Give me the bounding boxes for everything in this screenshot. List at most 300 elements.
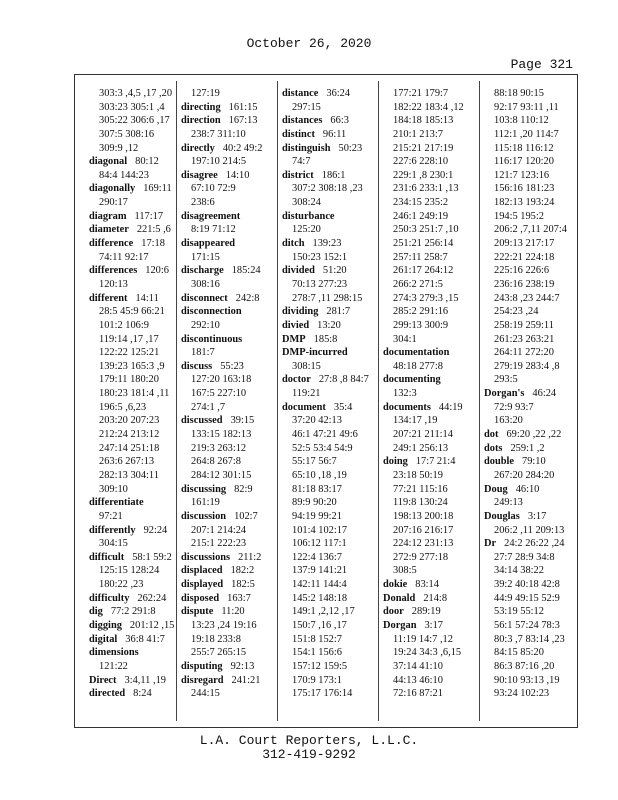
index-page-refs-continued: 86:3 87:16 ,20	[494, 660, 555, 672]
index-page-refs-continued: 120:13	[99, 278, 128, 290]
index-term-entry	[87, 524, 187, 538]
index-page-refs-continued: 163:20	[494, 415, 523, 427]
index-term: district	[282, 169, 314, 181]
index-page-refs: 17:7 21:4	[415, 456, 456, 468]
index-term: door	[383, 606, 404, 618]
index-page-refs-continued: 278:7 ,11 298:15	[292, 292, 363, 304]
index-page-refs-continued: 81:18 83:17	[292, 483, 342, 495]
index-page-refs: 281:7	[326, 306, 351, 318]
index-term: differently	[89, 524, 136, 536]
index-page-refs-continued: 207:16 216:17	[393, 524, 454, 536]
index-page-refs-continued: 171:15	[191, 251, 220, 263]
index-term: distance	[282, 88, 319, 99]
index-page-refs-continued: 266:2 271:5	[393, 278, 443, 290]
index-term-entry	[381, 605, 481, 619]
index-page-refs-continued: 308:5	[393, 565, 417, 577]
index-page-refs-continued: 307:5 308:16	[99, 128, 155, 140]
index-page-refs-continued: 215:1 222:23	[191, 538, 247, 550]
index-term-entry	[482, 428, 582, 442]
index-term-entry	[87, 605, 187, 619]
index-term-entry	[179, 333, 279, 347]
index-page-refs: 96:11	[322, 128, 347, 140]
index-page-refs-continued: 97:21	[99, 510, 123, 522]
index-term: disconnection	[181, 306, 242, 318]
index-term: ditch	[282, 238, 305, 250]
index-page-refs: 185:24	[231, 265, 261, 277]
index-term: disconnect	[181, 292, 228, 304]
index-page-refs-continued: 231:6 233:1 ,13	[393, 183, 459, 195]
index-page-refs-continued: 258:19 259:11	[494, 319, 554, 331]
index-page-refs-continued: 303:3 ,4,5 ,17 ,20	[99, 88, 173, 99]
footer-phone: 312-419-9292	[262, 747, 356, 762]
index-page-refs: 79:10	[522, 456, 546, 468]
index-term-entry	[280, 142, 380, 156]
index-page-refs: 27:8 ,8 84:7	[318, 374, 369, 386]
index-page-refs-continued: 125:15 128:24	[99, 565, 160, 577]
index-term-entry	[280, 305, 380, 319]
index-page-refs-continued: 134:17 ,19	[393, 415, 438, 427]
index-page-refs-continued: 267:20 284:20	[494, 469, 555, 481]
index-page-refs-continued: 238:6	[191, 197, 215, 209]
index-page-refs: 182:2	[230, 565, 255, 577]
index-term-entry	[280, 169, 380, 183]
index-page-refs-continued: 299:13 300:9	[393, 319, 449, 331]
index-term-entry	[482, 483, 582, 497]
index-page-refs-continued: 182:13 193:24	[494, 197, 555, 209]
index-page-refs: 102:7	[234, 510, 258, 522]
index-page-refs-continued: 257:11 258:7	[393, 251, 448, 263]
index-page-refs-continued: 115:18 116:12	[494, 142, 554, 154]
index-term: discussion	[181, 510, 227, 522]
index-page-refs: 24:2 26:22 ,24	[504, 538, 565, 550]
index-term: disagree	[181, 169, 218, 181]
index-term: Donald	[383, 592, 416, 604]
index-page-refs-continued: 290:17	[99, 197, 128, 209]
index-page-refs-continued: 119:21	[292, 388, 321, 400]
index-page-refs-continued: 74:11 92:17	[99, 251, 149, 263]
index-page-refs: 83:14	[415, 579, 439, 591]
index-page-refs: 186:1	[321, 169, 346, 181]
index-page-refs-continued: 116:17 120:20	[494, 156, 554, 168]
index-term-entry	[87, 619, 187, 633]
index-page-refs-continued: 198:13 200:18	[393, 510, 454, 522]
index-page-refs-continued: 203:20 207:23	[99, 415, 160, 427]
index-term-entry	[482, 455, 582, 469]
index-term: discharge	[181, 265, 224, 277]
page-number: Page 321	[510, 57, 573, 72]
index-page-refs-continued: 94:19 99:21	[292, 510, 342, 522]
index-term: diagram	[89, 210, 127, 222]
index-page-refs-continued: 180:22 ,23	[99, 579, 144, 591]
index-term-entry	[179, 578, 279, 592]
index-page-refs-continued: 206:2 ,7,11 207:4	[494, 224, 567, 236]
index-page-refs-continued: 11:19 14:7 ,12	[393, 633, 453, 645]
index-page-refs-continued: 229:1 ,8 230:1	[393, 169, 454, 181]
index-page-refs-continued: 127:20 163:18	[191, 374, 252, 386]
index-term: diagonally	[89, 183, 136, 195]
index-page-refs: 221:5 ,6	[136, 224, 171, 236]
index-page-refs-continued: 308:16	[191, 278, 220, 290]
index-term: disregard	[181, 674, 224, 686]
index-term-entry	[381, 592, 481, 606]
index-term-entry	[280, 346, 380, 360]
index-page-refs: 69:20 ,22 ,22	[506, 429, 562, 441]
index-term: doctor	[282, 374, 311, 386]
index-page-refs-continued: 27:7 28:9 34:8	[494, 551, 555, 563]
index-page-refs-continued: 179:11 180:20	[99, 374, 159, 386]
index-term-entry	[87, 646, 187, 660]
index-term-entry	[381, 619, 481, 633]
index-page-refs-continued: 243:8 ,23 244:7	[494, 292, 560, 304]
index-term: dot	[484, 429, 499, 441]
index-term: disturbance	[282, 210, 335, 222]
index-page-refs-continued: 215:21 217:19	[393, 142, 454, 154]
index-page-refs-continued: 182:22 183:4 ,12	[393, 101, 464, 113]
index-page-refs-continued: 177:21 179:7	[393, 88, 449, 99]
index-page-refs-continued: 282:13 304:11	[99, 469, 159, 481]
index-page-refs-continued: 170:9 173:1	[292, 674, 342, 686]
index-page-refs: 167:13	[228, 115, 258, 127]
index-page-refs-continued: 121:22	[99, 660, 128, 672]
index-page-refs-continued: 212:24 213:12	[99, 429, 160, 441]
header-date: October 26, 2020	[246, 36, 372, 51]
index-page-refs-continued: 52:5 53:4 54:9	[292, 442, 353, 454]
index-term-entry	[179, 292, 279, 306]
index-page-refs-continued: 90:10 93:13 ,19	[494, 674, 560, 686]
index-page-refs-continued: 125:20	[292, 224, 321, 236]
index-page-refs: 82:9	[234, 483, 253, 495]
index-term-entry	[381, 346, 481, 360]
index-page-refs-continued: 263:6 267:13	[99, 456, 155, 468]
index-page-refs-continued: 106:12 117:1	[292, 538, 347, 550]
index-page-refs: 50:23	[338, 142, 363, 154]
index-term-entry	[179, 264, 279, 278]
index-term: dividing	[282, 306, 319, 318]
index-page-refs-continued: 184:18 185:13	[393, 115, 454, 127]
index-term: disappeared	[181, 238, 236, 250]
index-term: dots	[484, 442, 503, 454]
index-column-5	[482, 87, 582, 701]
index-page-refs-continued: 132:3	[393, 388, 417, 400]
index-page-refs-continued: 297:15	[292, 101, 321, 113]
index-page-refs-continued: 225:16 226:6	[494, 265, 550, 277]
index-page-refs-continued: 292:10	[191, 319, 220, 331]
index-page-refs-continued: 261:17 264:12	[393, 265, 454, 277]
index-term: double	[484, 456, 515, 468]
index-page-refs-continued: 46:1 47:21 49:6	[292, 429, 358, 441]
index-page-refs-continued: 304:1	[393, 333, 417, 345]
index-page-refs: 289:19	[411, 606, 441, 618]
index-term-entry	[179, 210, 279, 224]
index-page-refs-continued: 224:12 231:13	[393, 538, 454, 550]
index-page-refs-continued: 101:2 106:9	[99, 319, 149, 331]
index-page-refs-continued: 227:6 228:10	[393, 156, 449, 168]
index-page-refs: 14:11	[135, 292, 159, 304]
index-page-refs: 241:21	[231, 674, 261, 686]
index-term: digital	[89, 633, 118, 645]
index-page-refs-continued: 238:7 311:10	[191, 128, 246, 140]
index-page-refs-continued: 72:16 87:21	[393, 688, 443, 700]
index-term-entry	[381, 373, 481, 387]
index-term: directing	[181, 101, 221, 113]
index-term: diagonal	[89, 156, 128, 168]
index-page-refs-continued: 254:23 ,24	[494, 306, 539, 318]
index-page-refs-continued: 150:7 ,16 ,17	[292, 619, 347, 631]
index-page-refs-continued: 19:24 34:3 ,6,15	[393, 647, 462, 659]
index-term: difficulty	[89, 592, 130, 604]
index-term-entry	[87, 210, 187, 224]
index-page-refs-continued: 121:7 123:16	[494, 169, 550, 181]
index-term: Doug	[484, 483, 508, 495]
index-term-entry	[179, 142, 279, 156]
index-page-refs: 14:10	[225, 169, 250, 181]
index-term: doing	[383, 456, 408, 468]
index-page-refs-continued: 249:13	[494, 497, 523, 509]
column-divider	[176, 81, 177, 721]
index-page-refs-continued: 84:4 144:23	[99, 169, 149, 181]
index-page-refs: 214:8	[423, 592, 448, 604]
index-page-refs: 77:2 291:8	[110, 606, 156, 618]
index-term-entry	[179, 101, 279, 115]
index-term: distinguish	[282, 142, 331, 154]
column-divider	[479, 81, 480, 721]
index-term: documentation	[383, 347, 450, 359]
index-page-refs: 201:12 ,15	[129, 619, 175, 631]
index-page-refs: 139:23	[312, 238, 342, 250]
index-page-refs-continued: 92:17 93:11 ,11	[494, 101, 559, 113]
index-page-refs-continued: 157:12 159:5	[292, 660, 348, 672]
column-divider	[378, 81, 379, 721]
index-page-refs-continued: 67:10 72:9	[191, 183, 236, 195]
index-term: discontinuous	[181, 333, 243, 345]
index-page-refs: 80:12	[135, 156, 159, 168]
index-page-refs-continued: 261:23 263:21	[494, 333, 555, 345]
index-page-refs-continued: 308:24	[292, 197, 321, 209]
index-page-refs-continued: 139:23 165:3 ,9	[99, 360, 165, 372]
index-page-refs: 92:13	[230, 660, 255, 672]
index-term: documents	[383, 401, 431, 413]
index-term-entry	[87, 674, 187, 688]
index-page-refs-continued: 19:18 233:8	[191, 633, 241, 645]
index-term-entry	[280, 237, 380, 251]
index-term: discussing	[181, 483, 227, 495]
index-page-refs: 46:10	[515, 483, 540, 495]
index-term-entry	[179, 414, 279, 428]
index-term: Direct	[89, 674, 117, 686]
index-page-refs: 182:5	[231, 579, 255, 591]
index-page-refs: 211:2	[238, 551, 262, 563]
index-page-refs-continued: 247:14 251:18	[99, 442, 160, 454]
index-page-refs: 185:8	[313, 333, 338, 345]
index-page-refs: 242:8	[235, 292, 260, 304]
index-page-refs-continued: 234:15 235:2	[393, 197, 449, 209]
index-term: differentiate	[89, 497, 144, 509]
index-term: Douglas	[484, 510, 520, 522]
index-page-refs-continued: 122:22 125:21	[99, 347, 160, 359]
index-page-refs-continued: 74:7	[292, 156, 311, 168]
index-page-refs: 3:17	[527, 510, 547, 522]
index-page-refs: 13:20	[317, 319, 341, 331]
index-page-refs-continued: 103:8 110:12	[494, 115, 549, 127]
index-page-refs-continued: 72:9 93:7	[494, 401, 534, 413]
index-term-entry	[87, 292, 187, 306]
index-term: direction	[181, 115, 221, 127]
index-page-refs-continued: 206:2 ,11 209:13	[494, 524, 565, 536]
index-term: directed	[89, 688, 126, 700]
column-divider	[277, 81, 278, 721]
index-term-entry	[87, 264, 187, 278]
index-page-refs-continued: 197:10 214:5	[191, 156, 247, 168]
index-term-entry	[179, 483, 279, 497]
index-term: dispute	[181, 606, 214, 618]
index-term: divided	[282, 265, 315, 277]
index-term-entry	[87, 182, 187, 196]
index-page-refs-continued: 274:3 279:3 ,15	[393, 292, 459, 304]
index-column-4	[381, 87, 481, 701]
index-term-entry	[87, 155, 187, 169]
index-term: disagreement	[181, 210, 241, 222]
index-term-entry	[179, 592, 279, 606]
index-term-entry	[280, 373, 380, 387]
index-term-entry	[482, 387, 582, 401]
index-page-refs-continued: 219:3 263:12	[191, 442, 247, 454]
index-page-refs-continued: 150:23 152:1	[292, 251, 348, 263]
index-term-entry	[179, 360, 279, 374]
index-page-refs-continued: 250:3 251:7 ,10	[393, 224, 459, 236]
index-term: difference	[89, 238, 134, 250]
index-page-refs: 36:8 41:7	[125, 633, 165, 645]
index-page-refs-continued: 8:19 71:12	[191, 224, 236, 236]
index-page-refs-continued: 272:9 277:18	[393, 551, 449, 563]
index-term: difficult	[89, 551, 125, 563]
index-term: diameter	[89, 224, 129, 236]
index-term-entry	[280, 333, 380, 347]
index-page-refs-continued: 149:1 ,2,12 ,17	[292, 606, 355, 618]
index-term: digging	[89, 619, 122, 631]
index-term: dig	[89, 606, 103, 618]
index-term: disposed	[181, 592, 220, 604]
index-page-refs-continued: 255:7 265:15	[191, 647, 247, 659]
index-page-refs-continued: 194:5 195:2	[494, 210, 544, 222]
index-page-refs: 8:24	[133, 688, 152, 700]
index-term: displayed	[181, 579, 224, 591]
index-term: discuss	[181, 360, 213, 372]
index-page-refs-continued: 156:16 181:23	[494, 183, 555, 195]
index-page-refs-continued: 151:8 152:7	[292, 633, 342, 645]
index-term: disputing	[181, 660, 223, 672]
index-term-entry	[87, 592, 187, 606]
index-term-entry	[179, 114, 279, 128]
index-term: document	[282, 401, 326, 413]
index-term-entry	[87, 237, 187, 251]
index-page-refs-continued: 180:23 181:4 ,11	[99, 388, 170, 400]
index-page-refs: 44:19	[438, 401, 463, 413]
index-page-refs-continued: 84:15 85:20	[494, 647, 544, 659]
index-page-refs: 40:2 49:2	[222, 142, 263, 154]
index-page-refs: 161:15	[228, 101, 258, 113]
index-term-entry	[381, 401, 481, 415]
index-page-refs: 17:18	[141, 238, 165, 250]
index-page-refs-continued: 122:4 136:7	[292, 551, 342, 563]
index-page-refs: 46:24	[532, 388, 557, 400]
index-page-refs-continued: 236:16 238:19	[494, 278, 555, 290]
index-page-refs-continued: 308:15	[292, 360, 321, 372]
index-page-refs-continued: 89:9 90:20	[292, 497, 337, 509]
index-page-refs: 259:1 ,2	[510, 442, 545, 454]
index-term: Dr	[484, 538, 497, 550]
index-term: DMP-incurred	[282, 347, 348, 359]
index-term: dokie	[383, 579, 408, 591]
index-term-entry	[87, 496, 187, 510]
index-page-refs-continued: 39:2 40:18 42:8	[494, 579, 560, 591]
index-term-entry	[87, 551, 187, 565]
index-column-2	[179, 87, 279, 701]
index-page-refs-continued: 48:18 277:8	[393, 360, 443, 372]
index-page-refs: 120:6	[145, 265, 169, 277]
index-page-refs: 51:20	[322, 265, 347, 277]
index-page-refs: 58:1 59:2	[132, 551, 172, 563]
index-page-refs-continued: 23:18 50:19	[393, 469, 443, 481]
index-term: Dorgan	[383, 619, 417, 631]
index-term-entry	[179, 674, 279, 688]
index-page-refs-continued: 112:1 ,20 114:7	[494, 128, 559, 140]
index-term: directly	[181, 142, 215, 154]
index-term-entry	[381, 455, 481, 469]
index-page-refs-continued: 154:1 156:6	[292, 647, 342, 659]
index-page-refs-continued: 55:17 56:7	[292, 456, 337, 468]
index-page-refs-continued: 309:9 ,12	[99, 142, 139, 154]
index-page-refs-continued: 285:2 291:16	[393, 306, 449, 318]
index-term-entry	[280, 87, 380, 101]
index-page-refs-continued: 303:23 305:1 ,4	[99, 101, 165, 113]
index-page-refs-continued: 264:11 272:20	[494, 347, 554, 359]
index-page-refs-continued: 127:19	[191, 88, 220, 99]
index-term: dimensions	[89, 647, 139, 659]
index-page-refs-continued: 44:9 49:15 52:9	[494, 592, 560, 604]
index-term-entry	[280, 264, 380, 278]
index-column-1	[87, 87, 187, 701]
index-term: differences	[89, 265, 138, 277]
index-page-refs: 169:11	[143, 183, 172, 195]
index-term-entry	[381, 578, 481, 592]
index-page-refs-continued: 279:19 283:4 ,8	[494, 360, 560, 372]
index-page-refs-continued: 284:12 301:15	[191, 469, 252, 481]
index-page-refs-continued: 309:10	[99, 483, 128, 495]
index-term: distances	[282, 115, 323, 127]
index-page-refs-continued: 37:14 41:10	[393, 660, 443, 672]
index-page-refs: 55:23	[220, 360, 244, 372]
index-page-refs: 3:4,11 ,19	[124, 674, 166, 686]
index-column-3	[280, 87, 380, 701]
index-page-refs: 262:24	[137, 592, 167, 604]
index-page-refs-continued: 119:14 ,17 ,17	[99, 333, 159, 345]
index-page-refs-continued: 264:8 267:8	[191, 456, 241, 468]
index-page-refs-continued: 119:8 130:24	[393, 497, 448, 509]
index-page-refs-continued: 222:21 224:18	[494, 251, 555, 263]
index-term: distinct	[282, 128, 315, 140]
index-page-refs-continued: 251:21 256:14	[393, 238, 454, 250]
index-term-entry	[280, 210, 380, 224]
index-term-entry	[179, 237, 279, 251]
index-page-refs: 92:24	[143, 524, 168, 536]
index-page-refs-continued: 28:5 45:9 66:21	[99, 306, 165, 318]
index-term-entry	[280, 401, 380, 415]
index-page-refs-continued: 142:11 144:4	[292, 579, 347, 591]
index-term: discussed	[181, 415, 223, 427]
index-page-refs-continued: 53:19 55:12	[494, 606, 544, 618]
index-page-refs: 163:7	[227, 592, 251, 604]
index-page-refs-continued: 305:22 306:6 ,17	[99, 115, 170, 127]
